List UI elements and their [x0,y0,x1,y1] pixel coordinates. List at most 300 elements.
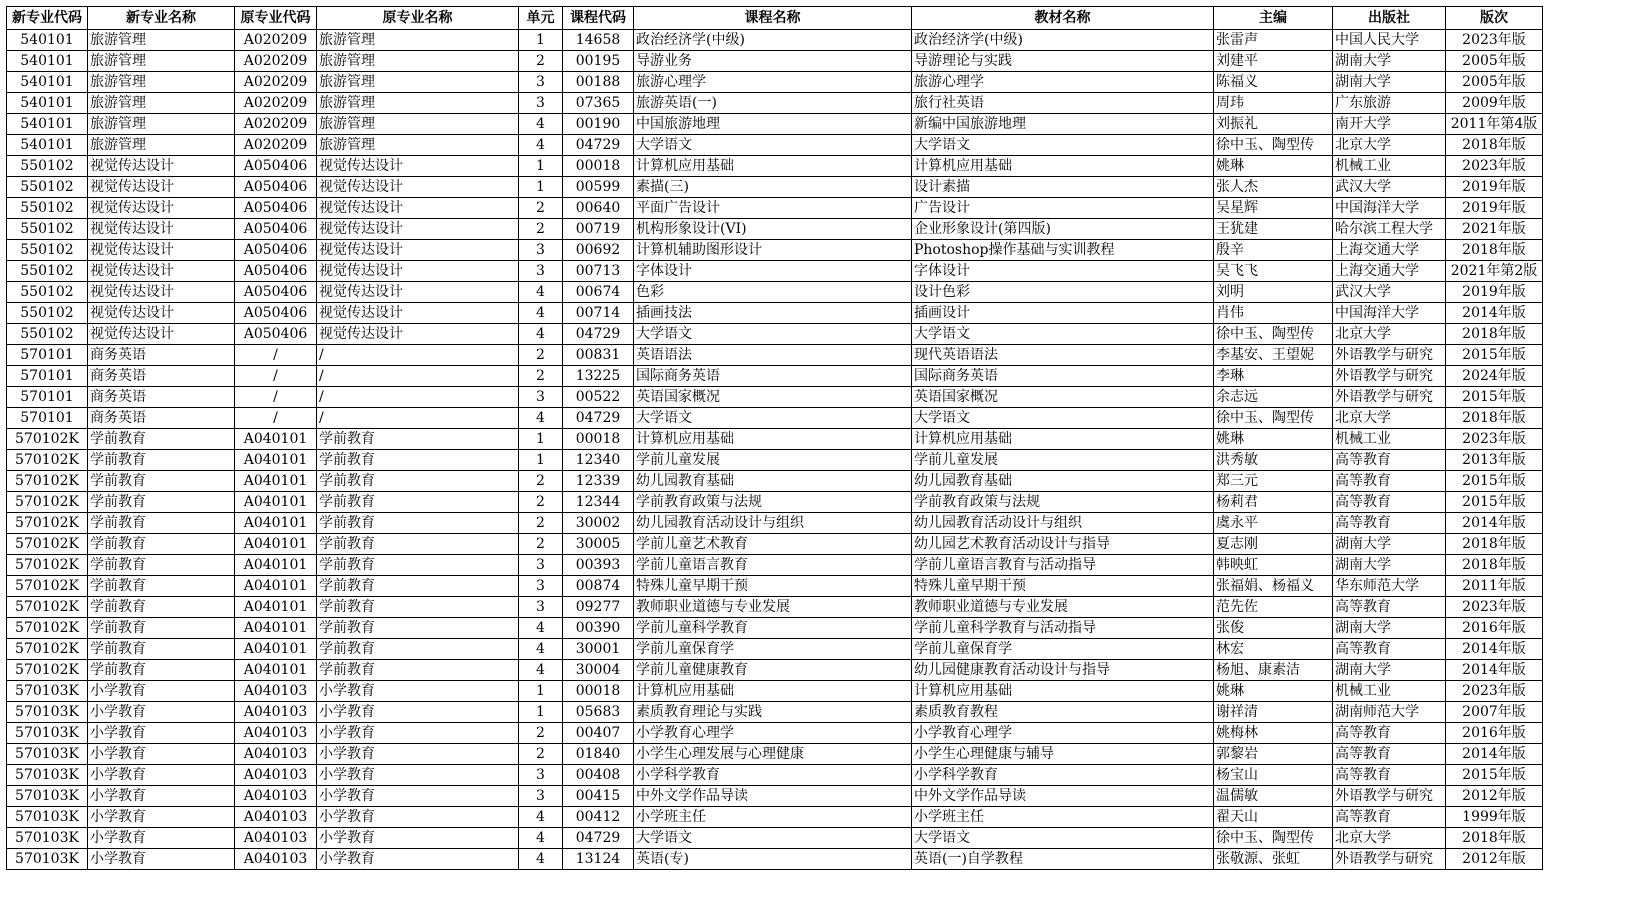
cell-textbook-name: 中外文学作品导读 [912,786,1214,807]
cell-edition: 2015年版 [1446,345,1543,366]
cell-course-name: 旅游心理学 [634,72,912,93]
cell-textbook-name: 英语(一)自学教程 [912,849,1214,870]
cell-edition: 2012年版 [1446,849,1543,870]
table-row [7,639,1543,660]
cell-course-name: 中外文学作品导读 [634,786,912,807]
cell-course-name: 学前儿童语言教育 [634,555,912,576]
cell-course-code: 00874 [563,576,634,597]
cell-new-major-code: 570102K [7,492,88,513]
cell-editor: 范先佐 [1214,597,1333,618]
cell-old-major-code: A020209 [235,93,317,114]
cell-editor: 温儒敏 [1214,786,1333,807]
cell-old-major-name: 视觉传达设计 [317,177,519,198]
cell-editor: 谢祥清 [1214,702,1333,723]
cell-edition: 2024年版 [1446,366,1543,387]
cell-course-code: 05683 [563,702,634,723]
cell-textbook-name: 旅行社英语 [912,93,1214,114]
cell-old-major-name: 旅游管理 [317,93,519,114]
cell-new-major-name: 视觉传达设计 [88,324,235,345]
cell-editor: 刘振礼 [1214,114,1333,135]
header-new-major-name: 新专业名称 [88,7,235,30]
cell-editor: 刘建平 [1214,51,1333,72]
cell-editor: 张俊 [1214,618,1333,639]
cell-publisher: 高等教育 [1333,597,1446,618]
cell-old-major-name: 学前教育 [317,513,519,534]
cell-new-major-code: 550102 [7,156,88,177]
table-row [7,408,1543,429]
cell-old-major-code: A040101 [235,597,317,618]
cell-edition: 2023年版 [1446,429,1543,450]
cell-edition: 2021年版 [1446,219,1543,240]
table-row [7,534,1543,555]
cell-editor: 徐中玉、陶型传 [1214,135,1333,156]
cell-course-code: 00714 [563,303,634,324]
cell-new-major-code: 570102K [7,555,88,576]
table-row [7,93,1543,114]
cell-textbook-name: 教师职业道德与专业发展 [912,597,1214,618]
cell-new-major-code: 570102K [7,576,88,597]
cell-old-major-name: 视觉传达设计 [317,156,519,177]
cell-edition: 2014年版 [1446,744,1543,765]
cell-editor: 李基安、王望妮 [1214,345,1333,366]
cell-editor: 王犹建 [1214,219,1333,240]
cell-new-major-code: 570102K [7,471,88,492]
table-row [7,471,1543,492]
cell-new-major-name: 学前教育 [88,471,235,492]
cell-edition: 2016年版 [1446,618,1543,639]
cell-old-major-name: 学前教育 [317,429,519,450]
table-row [7,219,1543,240]
cell-old-major-code: A040103 [235,765,317,786]
cell-edition: 2018年版 [1446,828,1543,849]
table-row [7,240,1543,261]
cell-old-major-code: A020209 [235,72,317,93]
cell-new-major-code: 570103K [7,807,88,828]
cell-course-code: 00018 [563,681,634,702]
cell-course-code: 14658 [563,30,634,51]
cell-publisher: 机械工业 [1333,681,1446,702]
cell-old-major-code: A040103 [235,744,317,765]
cell-unit: 2 [519,366,563,387]
table-row [7,135,1543,156]
cell-old-major-name: 视觉传达设计 [317,324,519,345]
table-row [7,261,1543,282]
cell-new-major-name: 商务英语 [88,345,235,366]
cell-new-major-name: 视觉传达设计 [88,303,235,324]
cell-publisher: 高等教育 [1333,744,1446,765]
cell-textbook-name: 旅游心理学 [912,72,1214,93]
cell-course-code: 00018 [563,156,634,177]
cell-old-major-code: A040101 [235,576,317,597]
cell-new-major-code: 540101 [7,72,88,93]
cell-new-major-code: 550102 [7,219,88,240]
cell-course-code: 13225 [563,366,634,387]
cell-new-major-code: 550102 [7,261,88,282]
table-row [7,72,1543,93]
cell-edition: 2014年版 [1446,513,1543,534]
cell-unit: 3 [519,240,563,261]
cell-edition: 2014年版 [1446,660,1543,681]
cell-new-major-code: 570102K [7,450,88,471]
cell-new-major-code: 570102K [7,534,88,555]
header-textbook-name: 教材名称 [912,7,1214,30]
cell-old-major-name: 旅游管理 [317,51,519,72]
cell-old-major-name: 学前教育 [317,450,519,471]
cell-unit: 2 [519,345,563,366]
cell-new-major-name: 学前教育 [88,450,235,471]
header-unit: 单元 [519,7,563,30]
cell-new-major-name: 视觉传达设计 [88,198,235,219]
cell-publisher: 中国海洋大学 [1333,198,1446,219]
cell-unit: 4 [519,114,563,135]
cell-old-major-code: A050406 [235,261,317,282]
cell-new-major-code: 570101 [7,387,88,408]
cell-course-code: 30005 [563,534,634,555]
cell-publisher: 高等教育 [1333,807,1446,828]
cell-new-major-name: 商务英语 [88,387,235,408]
cell-course-name: 特殊儿童早期干预 [634,576,912,597]
cell-new-major-code: 570103K [7,786,88,807]
cell-course-code: 00190 [563,114,634,135]
cell-course-code: 12340 [563,450,634,471]
cell-course-code: 00522 [563,387,634,408]
cell-edition: 2018年版 [1446,240,1543,261]
cell-old-major-name: 旅游管理 [317,114,519,135]
cell-textbook-name: 导游理论与实践 [912,51,1214,72]
cell-textbook-name: 字体设计 [912,261,1214,282]
cell-textbook-name: 小学班主任 [912,807,1214,828]
cell-publisher: 南开大学 [1333,114,1446,135]
cell-new-major-code: 540101 [7,114,88,135]
cell-new-major-name: 学前教育 [88,660,235,681]
cell-publisher: 北京大学 [1333,135,1446,156]
cell-edition: 2011年第4版 [1446,114,1543,135]
cell-editor: 杨宝山 [1214,765,1333,786]
cell-course-code: 00188 [563,72,634,93]
cell-editor: 翟天山 [1214,807,1333,828]
cell-old-major-code: A040101 [235,534,317,555]
cell-editor: 洪秀敏 [1214,450,1333,471]
cell-unit: 4 [519,807,563,828]
table-row [7,723,1543,744]
cell-old-major-code: A040101 [235,450,317,471]
cell-publisher: 外语教学与研究 [1333,849,1446,870]
cell-publisher: 外语教学与研究 [1333,387,1446,408]
cell-course-name: 机构形象设计(VI) [634,219,912,240]
cell-new-major-name: 商务英语 [88,408,235,429]
cell-new-major-name: 小学教育 [88,681,235,702]
cell-old-major-code: A040103 [235,681,317,702]
cell-course-name: 素描(三) [634,177,912,198]
cell-course-code: 00390 [563,618,634,639]
cell-unit: 3 [519,555,563,576]
cell-course-code: 12339 [563,471,634,492]
table-row [7,807,1543,828]
cell-old-major-code: / [235,366,317,387]
cell-new-major-name: 小学教育 [88,744,235,765]
cell-unit: 3 [519,261,563,282]
table-row [7,387,1543,408]
cell-old-major-name: 视觉传达设计 [317,198,519,219]
cell-textbook-name: 小学科学教育 [912,765,1214,786]
cell-publisher: 北京大学 [1333,408,1446,429]
cell-old-major-code: A040101 [235,639,317,660]
cell-old-major-code: A050406 [235,282,317,303]
table-row [7,177,1543,198]
cell-course-name: 字体设计 [634,261,912,282]
cell-unit: 2 [519,51,563,72]
cell-new-major-name: 视觉传达设计 [88,282,235,303]
cell-old-major-name: / [317,366,519,387]
cell-unit: 3 [519,93,563,114]
cell-textbook-name: 幼儿园教育基础 [912,471,1214,492]
cell-editor: 吴星辉 [1214,198,1333,219]
table-row [7,303,1543,324]
table-row [7,366,1543,387]
cell-textbook-name: 大学语文 [912,408,1214,429]
textbook-table [6,6,1543,870]
cell-course-name: 旅游英语(一) [634,93,912,114]
cell-course-name: 大学语文 [634,408,912,429]
textbook-table-container [6,6,1543,870]
cell-new-major-name: 旅游管理 [88,93,235,114]
cell-textbook-name: 新编中国旅游地理 [912,114,1214,135]
cell-unit: 1 [519,681,563,702]
cell-editor: 陈福义 [1214,72,1333,93]
cell-editor: 夏志刚 [1214,534,1333,555]
cell-old-major-code: A040101 [235,618,317,639]
table-row [7,198,1543,219]
cell-textbook-name: 广告设计 [912,198,1214,219]
cell-publisher: 哈尔滨工程大学 [1333,219,1446,240]
cell-editor: 杨旭、康素洁 [1214,660,1333,681]
cell-edition: 2023年版 [1446,30,1543,51]
cell-old-major-code: A040103 [235,702,317,723]
cell-publisher: 高等教育 [1333,492,1446,513]
table-row [7,345,1543,366]
cell-new-major-code: 570103K [7,744,88,765]
table-row [7,114,1543,135]
cell-course-code: 04729 [563,135,634,156]
cell-textbook-name: 英语国家概况 [912,387,1214,408]
cell-new-major-name: 小学教育 [88,786,235,807]
cell-textbook-name: 学前儿童发展 [912,450,1214,471]
cell-unit: 4 [519,828,563,849]
cell-new-major-code: 570102K [7,513,88,534]
cell-new-major-code: 550102 [7,240,88,261]
cell-edition: 2012年版 [1446,786,1543,807]
cell-editor: 张福娟、杨福义 [1214,576,1333,597]
table-row [7,51,1543,72]
cell-textbook-name: 计算机应用基础 [912,429,1214,450]
cell-editor: 殷辛 [1214,240,1333,261]
cell-old-major-name: 视觉传达设计 [317,303,519,324]
cell-unit: 4 [519,618,563,639]
cell-publisher: 高等教育 [1333,723,1446,744]
cell-publisher: 中国海洋大学 [1333,303,1446,324]
cell-old-major-name: 视觉传达设计 [317,282,519,303]
cell-course-code: 00640 [563,198,634,219]
cell-publisher: 北京大学 [1333,324,1446,345]
cell-old-major-code: A040101 [235,492,317,513]
cell-unit: 2 [519,492,563,513]
cell-textbook-name: 小学教育心理学 [912,723,1214,744]
cell-course-code: 00018 [563,429,634,450]
cell-edition: 2011年版 [1446,576,1543,597]
cell-editor: 肖伟 [1214,303,1333,324]
header-new-major-code: 新专业代码 [7,7,88,30]
cell-edition: 2016年版 [1446,723,1543,744]
cell-new-major-name: 视觉传达设计 [88,240,235,261]
cell-editor: 韩映虹 [1214,555,1333,576]
cell-editor: 徐中玉、陶型传 [1214,324,1333,345]
cell-course-name: 插画技法 [634,303,912,324]
cell-editor: 姚琳 [1214,429,1333,450]
cell-course-code: 30001 [563,639,634,660]
cell-course-name: 幼儿园教育基础 [634,471,912,492]
cell-unit: 3 [519,576,563,597]
cell-old-major-name: 学前教育 [317,492,519,513]
cell-new-major-name: 视觉传达设计 [88,177,235,198]
cell-unit: 2 [519,723,563,744]
header-course-code: 课程代码 [563,7,634,30]
cell-unit: 4 [519,282,563,303]
cell-editor: 郭黎岩 [1214,744,1333,765]
cell-textbook-name: 幼儿园艺术教育活动设计与指导 [912,534,1214,555]
cell-edition: 1999年版 [1446,807,1543,828]
header-old-major-code: 原专业代码 [235,7,317,30]
cell-old-major-code: A050406 [235,198,317,219]
cell-course-code: 00599 [563,177,634,198]
header-editor: 主编 [1214,7,1333,30]
cell-course-code: 01840 [563,744,634,765]
cell-old-major-name: 视觉传达设计 [317,261,519,282]
table-row [7,450,1543,471]
cell-publisher: 湖南大学 [1333,660,1446,681]
cell-old-major-code: A020209 [235,114,317,135]
cell-old-major-code: A040103 [235,828,317,849]
cell-publisher: 高等教育 [1333,513,1446,534]
cell-new-major-code: 570103K [7,828,88,849]
cell-old-major-code: A040103 [235,849,317,870]
table-row [7,324,1543,345]
cell-course-name: 色彩 [634,282,912,303]
cell-old-major-code: A050406 [235,240,317,261]
cell-old-major-name: 学前教育 [317,639,519,660]
cell-old-major-code: A040103 [235,807,317,828]
cell-textbook-name: Photoshop操作基础与实训教程 [912,240,1214,261]
cell-course-code: 12344 [563,492,634,513]
header-publisher: 出版社 [1333,7,1446,30]
cell-textbook-name: 计算机应用基础 [912,681,1214,702]
cell-edition: 2018年版 [1446,135,1543,156]
cell-old-major-name: 小学教育 [317,807,519,828]
cell-editor: 郑三元 [1214,471,1333,492]
cell-textbook-name: 学前儿童语言教育与活动指导 [912,555,1214,576]
cell-course-name: 英语语法 [634,345,912,366]
cell-new-major-code: 550102 [7,324,88,345]
cell-course-name: 学前儿童健康教育 [634,660,912,681]
cell-old-major-name: 学前教育 [317,534,519,555]
cell-textbook-name: 学前儿童科学教育与活动指导 [912,618,1214,639]
cell-publisher: 广东旅游 [1333,93,1446,114]
cell-old-major-name: / [317,345,519,366]
cell-old-major-code: A040101 [235,513,317,534]
cell-edition: 2018年版 [1446,408,1543,429]
cell-editor: 吴飞飞 [1214,261,1333,282]
cell-new-major-code: 570101 [7,366,88,387]
cell-course-code: 00408 [563,765,634,786]
cell-old-major-code: / [235,408,317,429]
cell-edition: 2019年版 [1446,198,1543,219]
cell-old-major-code: A050406 [235,303,317,324]
cell-new-major-name: 小学教育 [88,849,235,870]
cell-old-major-name: 小学教育 [317,681,519,702]
cell-new-major-name: 旅游管理 [88,72,235,93]
cell-edition: 2015年版 [1446,765,1543,786]
cell-editor: 杨莉君 [1214,492,1333,513]
cell-course-name: 平面广告设计 [634,198,912,219]
cell-new-major-code: 540101 [7,30,88,51]
header-row [7,7,1543,30]
table-row [7,30,1543,51]
cell-publisher: 外语教学与研究 [1333,345,1446,366]
cell-old-major-code: A020209 [235,51,317,72]
cell-new-major-name: 学前教育 [88,429,235,450]
table-row [7,492,1543,513]
cell-editor: 姚梅林 [1214,723,1333,744]
table-row [7,513,1543,534]
cell-course-code: 00719 [563,219,634,240]
cell-new-major-code: 570103K [7,765,88,786]
cell-new-major-name: 视觉传达设计 [88,219,235,240]
cell-old-major-code: A050406 [235,156,317,177]
cell-textbook-name: 大学语文 [912,324,1214,345]
cell-textbook-name: 现代英语语法 [912,345,1214,366]
cell-course-code: 13124 [563,849,634,870]
cell-course-name: 计算机应用基础 [634,681,912,702]
cell-unit: 1 [519,30,563,51]
cell-textbook-name: 幼儿园教育活动设计与组织 [912,513,1214,534]
cell-old-major-name: 学前教育 [317,597,519,618]
cell-course-name: 学前儿童科学教育 [634,618,912,639]
cell-old-major-name: 旅游管理 [317,30,519,51]
cell-unit: 3 [519,765,563,786]
cell-textbook-name: 大学语文 [912,828,1214,849]
cell-edition: 2009年版 [1446,93,1543,114]
cell-new-major-name: 小学教育 [88,828,235,849]
table-row [7,744,1543,765]
cell-new-major-code: 540101 [7,51,88,72]
cell-new-major-code: 570102K [7,618,88,639]
cell-old-major-code: / [235,387,317,408]
cell-edition: 2018年版 [1446,534,1543,555]
cell-textbook-name: 特殊儿童早期干预 [912,576,1214,597]
cell-new-major-code: 570103K [7,681,88,702]
cell-course-code: 04729 [563,324,634,345]
cell-publisher: 湖南大学 [1333,555,1446,576]
cell-old-major-code: A040103 [235,786,317,807]
cell-course-code: 00415 [563,786,634,807]
cell-old-major-name: 小学教育 [317,849,519,870]
cell-unit: 4 [519,135,563,156]
cell-publisher: 武汉大学 [1333,177,1446,198]
cell-edition: 2021年第2版 [1446,261,1543,282]
cell-old-major-name: 小学教育 [317,765,519,786]
cell-new-major-code: 540101 [7,93,88,114]
cell-old-major-code: A050406 [235,324,317,345]
cell-new-major-name: 视觉传达设计 [88,156,235,177]
